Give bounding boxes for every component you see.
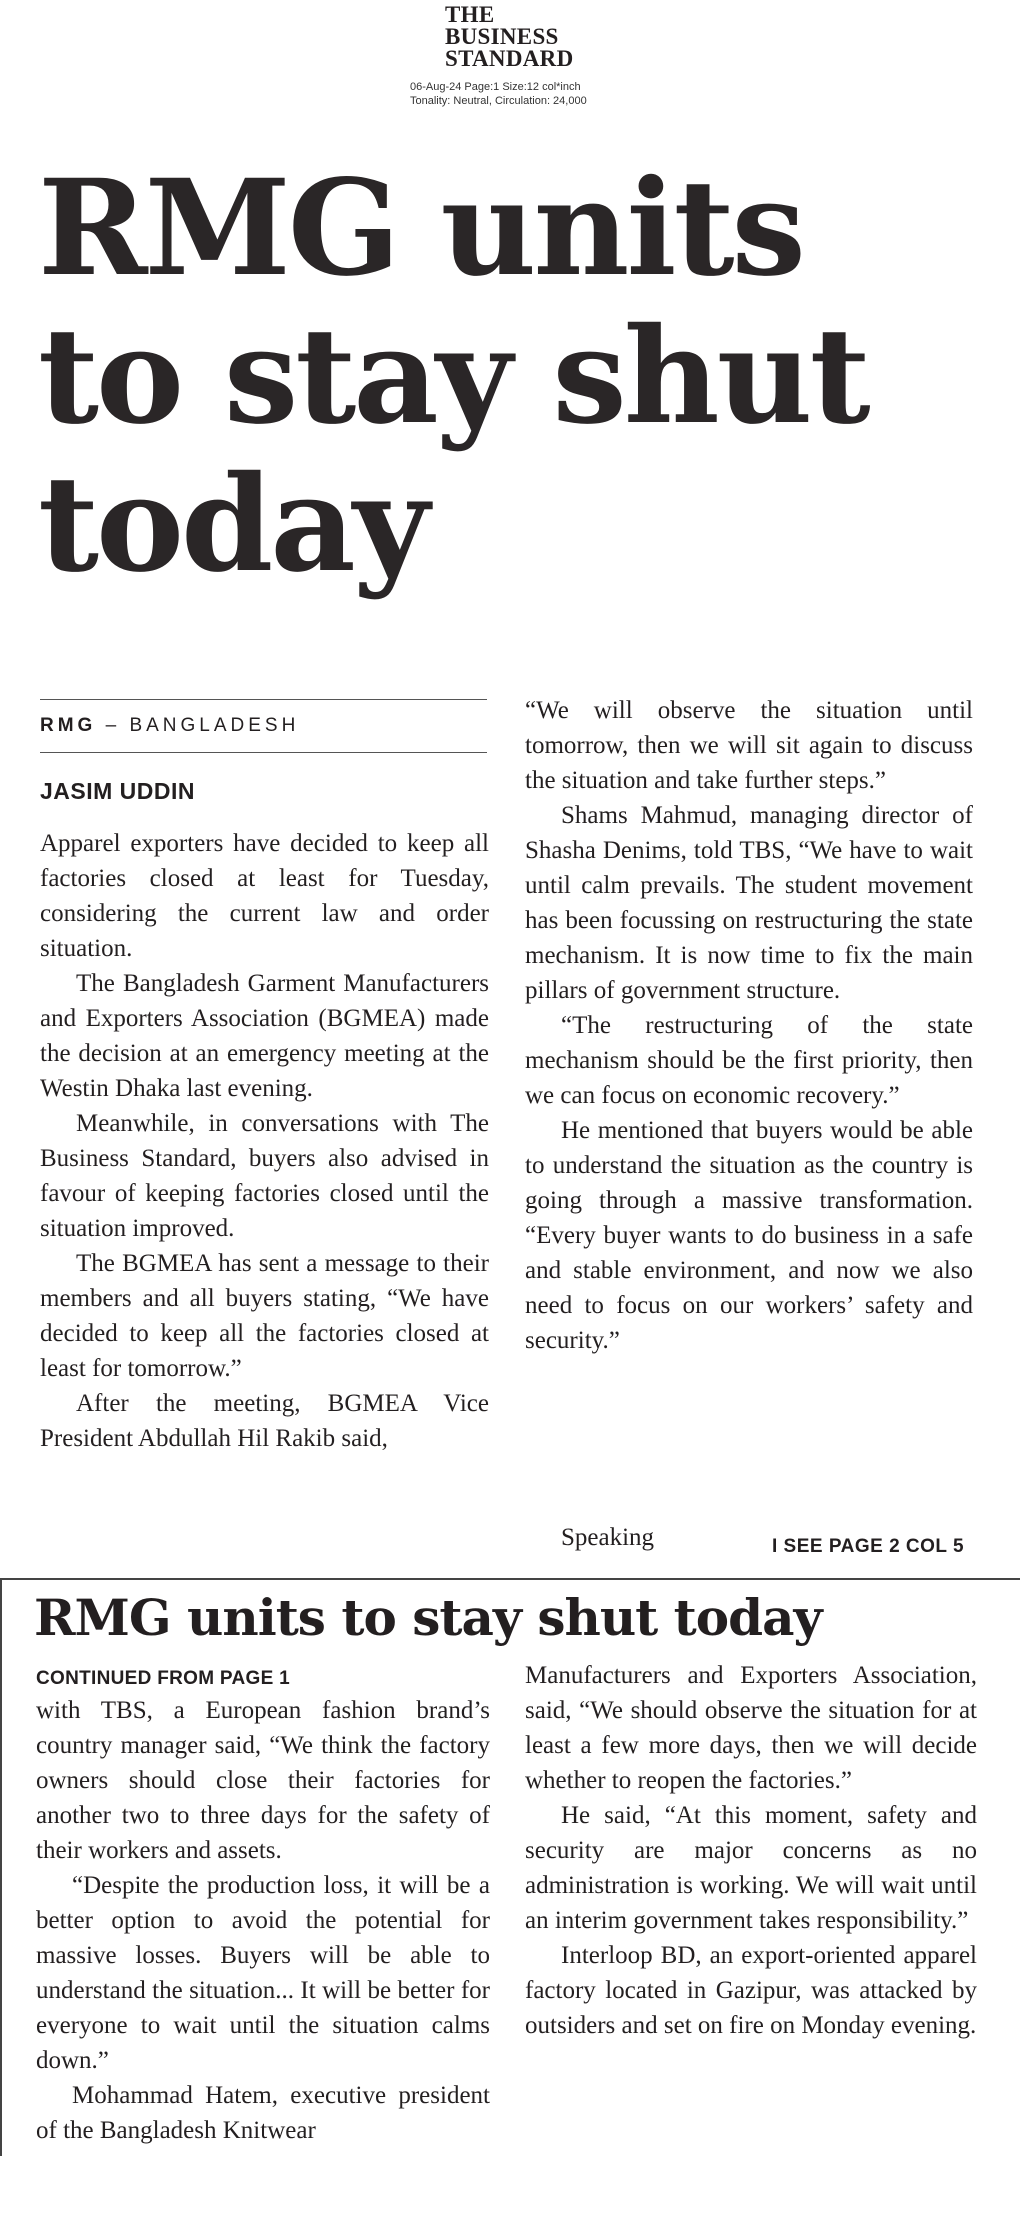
masthead-line-3: STANDARD xyxy=(445,46,574,71)
clipping-left-border xyxy=(0,1578,2,2156)
byline: JASIM UDDIN xyxy=(40,778,196,804)
article-paragraph: After the meeting, BGMEA Vice President Abdullah Hil Rakib said, xyxy=(40,1390,489,1452)
article-tail-text: Speaking xyxy=(561,1524,655,1551)
article-paragraph: The Bangladesh Garment Manufacturers and Exporters Association (BGMEA) made the decision at an emergency meeting at the Westin Dhaka last evening. xyxy=(40,970,489,1102)
continuation-column-2 xyxy=(525,1658,977,2043)
headline-line-1: RMG units xyxy=(38,151,803,306)
article-paragraph: The BGMEA has sent a message to their members and all buyers stating, “We have decided to keep all the factories closed at least for tomorrow.” xyxy=(40,1250,489,1382)
continuation-headline: RMG units to stay shut today xyxy=(34,1588,822,1647)
article-paragraph: “We will observe the situation until tomorrow, then we will sit again to discuss the situation and take further steps.” xyxy=(525,697,973,794)
continued-from-label: CONTINUED FROM PAGE 1 xyxy=(36,1668,291,1689)
kicker-bottom-rule xyxy=(40,752,487,753)
article-paragraph: He said, “At this moment, safety and security are major concerns as no administration is working. We will wait until an interim government takes responsibility.” xyxy=(525,1802,977,1934)
article-paragraph: Apparel exporters have decided to keep all factories closed at least for Tuesday, considering the current law and order situation. xyxy=(40,830,489,962)
article-paragraph: Interloop BD, an export-oriented apparel factory located in Gazipur, was attacked by outsiders and set on fire on Monday evening. xyxy=(525,1942,977,2039)
article-paragraph: “Despite the production loss, it will be a better option to avoid the potential for massive losses. Buyers will be able to understand the situation... It will be better for everyone to wait until the situation calms down.” xyxy=(36,1872,490,2074)
clipping-date-page-size: 06-Aug-24 Page:1 Size:12 col*inch xyxy=(410,81,581,93)
article-paragraph: with TBS, a European fashion brand’s country manager said, “We think the factory owners should close their factories for another two to three days for the safety of their workers and assets. xyxy=(36,1697,490,1864)
article-paragraph: Meanwhile, in conversations with The Business Standard, buyers also advised in favour of keeping factories closed until the situation improved. xyxy=(40,1110,489,1242)
kicker-top-rule xyxy=(40,699,487,700)
continuation-column-1 xyxy=(36,1693,490,2148)
section-kicker xyxy=(40,715,299,737)
article-paragraph: He mentioned that buyers would be able to understand the situation as the country is going through a massive transformation. “Every buyer wants to do business in a safe and stable environment, and now we also need to focus on our workers’ safety and security.” xyxy=(525,1117,973,1354)
article-paragraph: Shams Mahmud, managing director of Shasha Denims, told TBS, “We have to wait until calm prevails. The student movement has been focussing on restructuring the state mechanism. It is now time to fix the main pillars of government structure. xyxy=(525,802,973,1004)
clipping-tonality-circulation: Tonality: Neutral, Circulation: 24,000 xyxy=(410,95,587,107)
jump-reference: I SEE PAGE 2 COL 5 xyxy=(768,1536,964,1558)
headline-line-2: to stay shut xyxy=(38,299,868,454)
kicker-section: RMG xyxy=(40,715,97,736)
article-paragraph: Mohammad Hatem, executive president of the Bangladesh Knitwear xyxy=(36,2082,490,2144)
newspaper-masthead xyxy=(445,4,585,70)
main-headline xyxy=(38,151,958,602)
article-paragraph: “The restructuring of the state mechanism should be the first priority, then we can focus on economic recovery.” xyxy=(525,1012,973,1109)
masthead-line-1: THE xyxy=(445,2,495,27)
kicker-location: BANGLADESH xyxy=(129,715,300,736)
article-paragraph: Manufacturers and Exporters Association, said, “We should observe the situation for at least a few more days, then we will decide whether to reopen the factories.” xyxy=(525,1662,977,1794)
headline-line-3: today xyxy=(38,447,427,602)
clipping-divider xyxy=(0,1578,1020,1580)
article-column-1 xyxy=(40,826,489,1456)
masthead-line-2: BUSINESS xyxy=(445,24,559,49)
kicker-dash: – xyxy=(96,715,130,736)
article-column-2 xyxy=(525,693,973,1358)
clipping-metadata xyxy=(410,80,670,108)
